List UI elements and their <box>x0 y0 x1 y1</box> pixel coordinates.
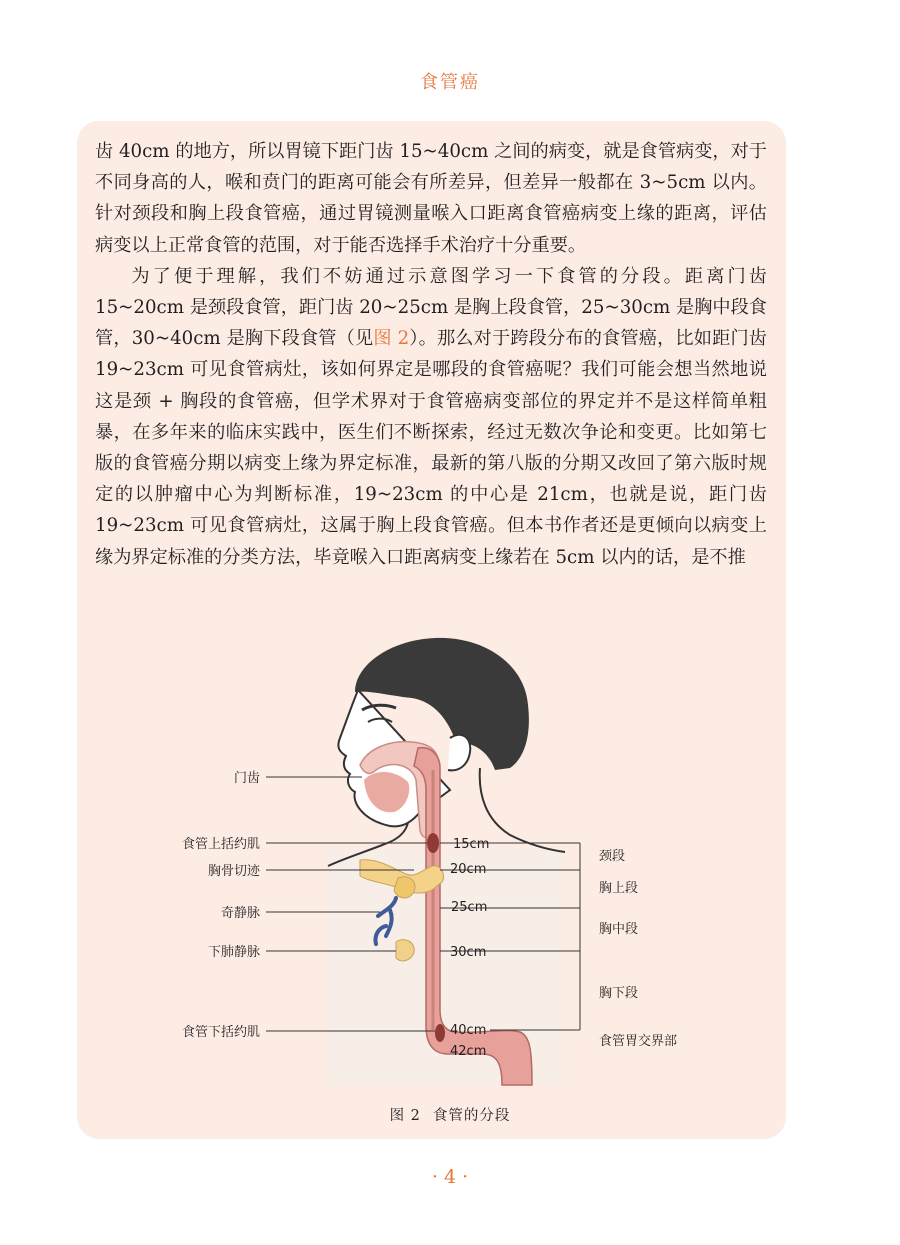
segment-upper-thoracic: 胸上段 <box>599 881 639 896</box>
running-header: 食管癌 <box>420 72 480 93</box>
neck-outline <box>480 768 565 852</box>
sternum-bone <box>394 877 415 898</box>
ear <box>448 735 470 771</box>
paragraph-2-part-1: 为了便于理解，我们不妨通过示意图学习一下食管的分段。距离门齿 15~20cm 是颈段食管，距门齿 20~25cm 是胸上段食管，25~30cm 是胸中段食管，30~40cm 是胸下段食管（见 <box>95 265 767 350</box>
segment-cervical: 颈段 <box>599 849 626 864</box>
paragraph-2-part-2: ）。那么对于跨段分布的食管癌，比如距门齿 19~23cm 可见食管病灶，该如何界定是哪段的食管癌呢？我们可能会想当然地说这是颈 + 胸段的食管癌，但学术界对于食管癌病变部位的界定并不是这样简单粗暴，在多年来的临床实践中，医生们不断探索，经过无数次争论和变更。比如第七版的食管癌分期以病变上缘为界定标准，最新的第八版的分期又改回了第六版时规定的以肿瘤中心为判断标准，19~23cm 的中心是 21cm，也就是说，距门齿 19~23cm 可见食管病灶，这属于胸上段食管癌。但本书作者还是更倾向以病变上缘为界定标准的分类方法，毕竟喉入口距离病变上缘若在 5cm 以内的话，是不推 <box>95 328 767 568</box>
label-azygos-vein: 奇静脉 <box>220 906 260 921</box>
caption-text: 食管的分段 <box>432 1108 511 1124</box>
segment-lower-thoracic: 胸下段 <box>599 986 639 1001</box>
pulmonary-vein-shape <box>396 940 414 961</box>
page-number: · 4 · <box>431 1166 469 1188</box>
paragraph-2 <box>95 261 767 573</box>
upper-sphincter-shape <box>427 833 439 853</box>
body-text <box>95 136 767 573</box>
caption-number: 图 2 <box>389 1108 421 1124</box>
figure-reference-link[interactable]: 图 2 <box>373 328 410 350</box>
paragraph-1: 齿 40cm 的地方，所以胃镜下距门齿 15~40cm 之间的病变，就是食管病变，对于不同身高的人，喉和贲门的距离可能会有所差异，但差异一般都在 3~5cm 以内。针对颈段和胸上段食管癌，通过胃镜测量喉入口距离食管癌病变上缘的距离，评估病变以上正常食管的范围，对于能否选择手术治疗十分重要。 <box>95 141 767 256</box>
esophagus-segment-figure <box>150 630 710 1090</box>
lower-sphincter-shape <box>435 1024 445 1042</box>
label-pulmonary-vein: 下肺静脉 <box>207 945 260 960</box>
distance-30cm: 30cm <box>450 945 487 960</box>
distance-15cm: 15cm <box>453 837 490 852</box>
label-sternal-notch: 胸骨切迹 <box>207 864 260 879</box>
label-lower-sphincter: 食管下括约肌 <box>181 1025 260 1040</box>
distance-40cm: 40cm <box>450 1023 487 1038</box>
segment-ge-junction: 食管胃交界部 <box>599 1034 678 1049</box>
distance-42cm: 42cm <box>450 1044 487 1059</box>
figure-caption <box>0 1104 900 1125</box>
label-incisor: 门齿 <box>233 771 260 786</box>
segment-middle-thoracic: 胸中段 <box>599 922 639 937</box>
label-upper-sphincter: 食管上括约肌 <box>181 837 260 852</box>
distance-25cm: 25cm <box>451 900 488 915</box>
distance-20cm: 20cm <box>450 862 487 877</box>
